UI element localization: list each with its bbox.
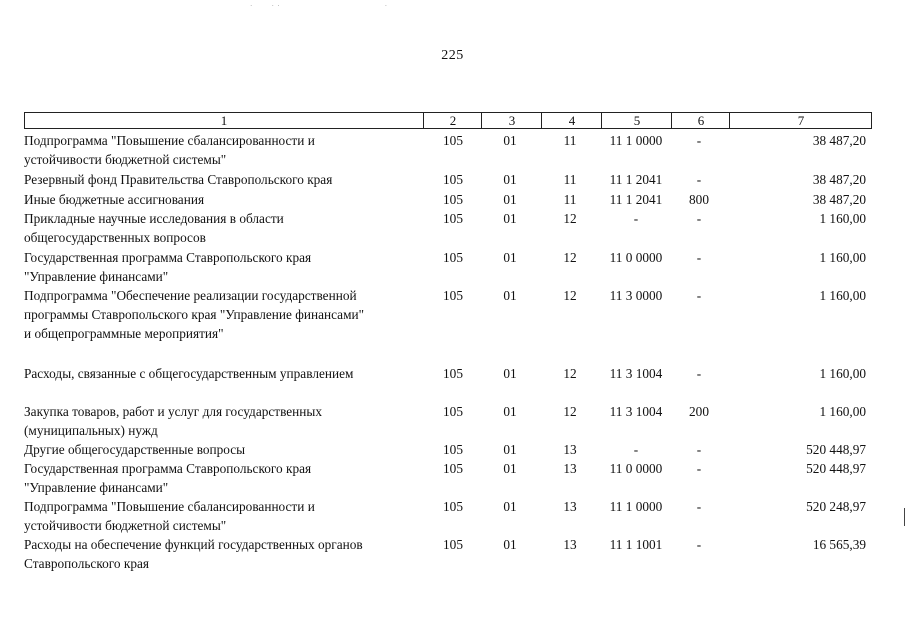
row-section: 01: [503, 461, 517, 476]
row-section: 01: [503, 442, 517, 457]
column-header-7: 7: [729, 113, 872, 128]
row-target-code: 11 3 0000: [609, 288, 663, 303]
row-amount: 1 160,00: [819, 250, 866, 265]
row-section: 01: [503, 172, 517, 187]
column-header-2: 2: [423, 113, 482, 128]
row-admin-code: 105: [443, 288, 463, 303]
row-amount: 38 487,20: [812, 172, 866, 187]
row-subsection: 11: [563, 172, 577, 187]
row-section: 01: [503, 499, 517, 514]
row-expense-type: -: [696, 537, 702, 552]
row-name: Закупка товаров, работ и услуг для государственных (муниципальных) нужд: [24, 404, 322, 438]
row-name: Прикладные научные исследования в области общегосударственных вопросов: [24, 211, 284, 245]
row-subsection: 12: [563, 250, 577, 265]
row-subsection: 13: [563, 461, 577, 476]
row-section: 01: [503, 537, 517, 552]
row-target-code: 11 1 1001: [609, 537, 663, 552]
row-amount: 16 565,39: [812, 537, 866, 552]
row-expense-type: 200: [689, 404, 709, 419]
row-amount: 1 160,00: [819, 404, 866, 419]
row-target-code: -: [633, 442, 639, 457]
column-header-6: 6: [671, 113, 730, 128]
row-name: Резервный фонд Правительства Ставропольского края: [24, 172, 333, 187]
column-header-1: 1: [220, 113, 228, 128]
row-subsection: 12: [563, 366, 577, 381]
column-header-3: 3: [481, 113, 542, 128]
row-subsection: 13: [563, 442, 577, 457]
row-expense-type: 800: [689, 192, 709, 207]
row-expense-type: -: [696, 288, 702, 303]
row-expense-type: -: [696, 172, 702, 187]
row-subsection: 12: [563, 404, 577, 419]
row-admin-code: 105: [443, 211, 463, 226]
scan-specks: · · · ·: [250, 2, 388, 10]
row-section: 01: [503, 250, 517, 265]
row-amount: 1 160,00: [819, 211, 866, 226]
row-admin-code: 105: [443, 366, 463, 381]
row-amount: 1 160,00: [819, 288, 866, 303]
row-name: Расходы на обеспечение функций государственных органов Ставропольского края: [24, 537, 363, 571]
row-name: Государственная программа Ставропольского края "Управление финансами": [24, 461, 312, 495]
row-expense-type: -: [696, 366, 702, 381]
row-target-code: 11 1 0000: [609, 133, 663, 148]
row-subsection: 12: [563, 211, 577, 226]
row-section: 01: [503, 133, 517, 148]
row-section: 01: [503, 192, 517, 207]
row-amount: 520 448,97: [806, 442, 866, 457]
row-target-code: 11 0 0000: [609, 250, 663, 265]
row-target-code: 11 1 2041: [609, 172, 663, 187]
row-expense-type: -: [696, 461, 702, 476]
row-admin-code: 105: [443, 537, 463, 552]
row-section: 01: [503, 211, 517, 226]
row-name: Подпрограмма "Повышение сбалансированности и устойчивости бюджетной системы": [24, 133, 315, 167]
row-admin-code: 105: [443, 192, 463, 207]
row-target-code: 11 0 0000: [609, 461, 663, 476]
row-section: 01: [503, 404, 517, 419]
row-subsection: 13: [563, 499, 577, 514]
row-section: 01: [503, 288, 517, 303]
row-expense-type: -: [696, 499, 702, 514]
row-amount: 1 160,00: [819, 366, 866, 381]
column-header-4: 4: [541, 113, 602, 128]
row-subsection: 11: [563, 133, 577, 148]
row-target-code: 11 3 1004: [609, 366, 663, 381]
row-target-code: 11 1 2041: [609, 192, 663, 207]
row-amount: 520 448,97: [806, 461, 866, 476]
row-amount: 38 487,20: [812, 192, 866, 207]
row-name: Расходы, связанные с общегосударственным управлением: [24, 366, 354, 381]
row-target-code: -: [633, 211, 639, 226]
row-expense-type: -: [696, 250, 702, 265]
column-header-5: 5: [601, 113, 672, 128]
row-expense-type: -: [696, 442, 702, 457]
row-admin-code: 105: [443, 404, 463, 419]
row-target-code: 11 3 1004: [609, 404, 663, 419]
row-name: Иные бюджетные ассигнования: [24, 192, 205, 207]
row-admin-code: 105: [443, 133, 463, 148]
row-name: Государственная программа Ставропольского края "Управление финансами": [24, 250, 312, 284]
row-subsection: 13: [563, 537, 577, 552]
row-amount: 520 248,97: [806, 499, 866, 514]
row-expense-type: -: [696, 133, 702, 148]
page-number: 225: [441, 48, 464, 63]
row-amount: 38 487,20: [812, 133, 866, 148]
row-section: 01: [503, 366, 517, 381]
row-target-code: 11 1 0000: [609, 499, 663, 514]
row-admin-code: 105: [443, 461, 463, 476]
row-expense-type: -: [696, 211, 702, 226]
row-admin-code: 105: [443, 172, 463, 187]
row-name: Подпрограмма "Обеспечение реализации государственной программы Ставропольского края "Управление финансами" и общепрограммные мероприятия": [24, 288, 365, 341]
row-name: Подпрограмма "Повышение сбалансированности и устойчивости бюджетной системы": [24, 499, 315, 533]
row-name: Другие общегосударственные вопросы: [24, 442, 246, 457]
row-subsection: 11: [563, 192, 577, 207]
table-header: [24, 112, 872, 129]
row-subsection: 12: [563, 288, 577, 303]
row-admin-code: 105: [443, 250, 463, 265]
row-admin-code: 105: [443, 442, 463, 457]
row-admin-code: 105: [443, 499, 463, 514]
